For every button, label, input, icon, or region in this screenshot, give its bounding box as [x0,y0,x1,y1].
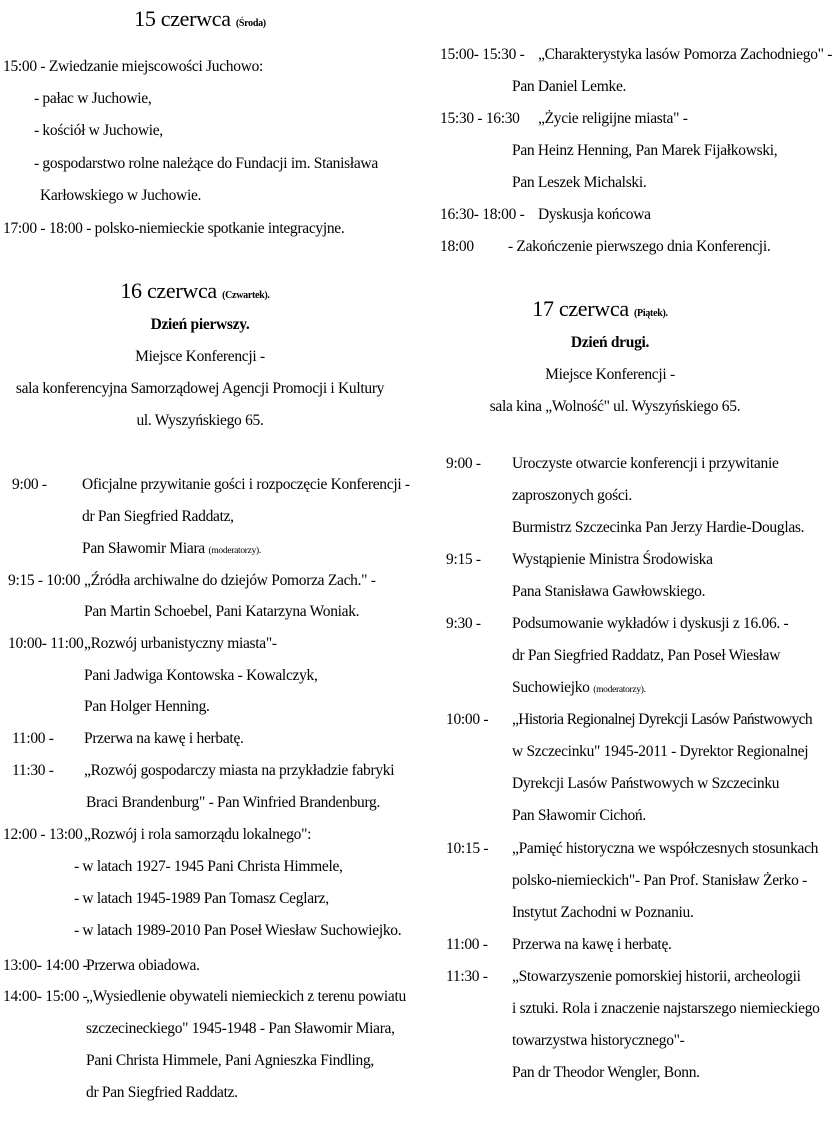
schedule-time: 9:00 - [12,476,47,493]
schedule-line: „Rozwój i rola samorządu lokalnego": [84,826,312,843]
schedule-line: towarzystwa historycznego"- [512,1032,685,1049]
schedule-line: Wystąpienie Ministra Środowiska [512,551,713,568]
schedule-time: 9:30 - [446,615,481,632]
schedule-line: „Stowarzyszenie pomorskiej historii, archeologii [512,968,801,985]
schedule-line: dr Pan Siegfried Raddatz, Pan Poseł Wiesław [512,647,781,664]
day2-place-label: Miejsce Konferencji - [135,348,265,365]
schedule-line: Pana Stanisława Gawłowskiego. [512,583,706,600]
day2-place-line: ul. Wyszyńskiego 65. [136,412,264,429]
schedule-line: „Pamięć historyczna we współczesnych stosunkach [512,840,819,857]
schedule-line: Uroczyste otwarcie konferencji i przywitanie [512,455,779,472]
day1-line: Karłowskiego w Juchowie. [40,187,202,204]
day3-place-label: Miejsce Konferencji - [545,366,675,383]
schedule-line: Pan Leszek Michalski. [512,174,647,191]
schedule-line: Pan Holger Henning. [84,698,210,715]
schedule-line: Podsumowanie wykładów i dyskusji z 16.06. - [512,615,789,632]
schedule-line: - Zakończenie pierwszego dnia Konferencji. [508,238,771,255]
schedule-time: 16:30- 18:00 - [440,206,525,223]
schedule-time: 10:00- 11:00 [8,635,84,652]
day2-heading: 16 czerwca (Czwartek). [120,278,270,303]
schedule-line: dr Pan Siegfried Raddatz. [86,1084,238,1101]
schedule-line: - w latach 1989-2010 Pan Poseł Wiesław Suchowiejko. [74,922,402,939]
schedule-line: Przerwa na kawę i herbatę. [84,730,244,747]
schedule-line: „Rozwój gospodarczy miasta na przykładzie fabryki [84,762,395,779]
schedule-time: 10:00 - [446,711,489,728]
day1-line: - pałac w Juchowie, [34,90,152,107]
schedule-line: „Charakterystyka lasów Pomorza Zachodniego" - [538,46,832,63]
schedule-time: 13:00- 14:00 - [3,957,88,974]
schedule-line: „Źródła archiwalne do dziejów Pomorza Zach." - [84,572,376,589]
schedule-line: dr Pan Siegfried Raddatz, [82,508,234,525]
schedule-line: Pani Jadwiga Kontowska - Kowalczyk, [84,667,318,684]
schedule-line: Pani Christa Himmele, Pani Agnieszka Findling, [86,1052,374,1069]
day2-subtitle: Dzień pierwszy. [150,316,250,333]
schedule-line: „Historia Regionalnej Dyrekcji Lasów Państwowych [512,711,813,728]
schedule-time: 11:00 - [12,730,54,747]
schedule-time: 11:30 - [446,968,488,985]
schedule-line: Dyrekcji Lasów Państwowych w Szczecinku [512,775,780,792]
schedule-time: 14:00- 15:00 - [3,988,88,1005]
schedule-line: Pan Sławomir Cichoń. [512,807,646,824]
schedule-line: Burmistrz Szczecinka Pan Jerzy Hardie-Douglas. [512,519,805,536]
schedule-time: 11:30 - [12,762,54,779]
schedule-line: „Wysiedlenie obywateli niemieckich z terenu powiatu [86,988,406,1005]
schedule-line: polsko-niemieckich"- Pan Prof. Stanisław Żerko - [512,872,807,889]
schedule-line: Suchowiejko (moderatorzy). [512,679,646,696]
day3-place-line: sala kina „Wolność" ul. Wyszyńskiego 65. [489,398,741,415]
schedule-line: „Rozwój urbanistyczny miasta"- [84,635,277,652]
schedule-line: szczecineckiego" 1945-1948 - Pan Sławomir Miara, [86,1020,395,1037]
schedule-time: 9:15 - 10:00 [8,572,81,589]
schedule-time: 12:00 - 13:00 [3,826,83,843]
day2-place-line: sala konferencyjna Samorządowej Agencji Promocji i Kultury [15,380,385,397]
schedule-time: 15:00- 15:30 - [440,46,525,63]
schedule-line: Pan Heinz Henning, Pan Marek Fijałkowski, [512,142,778,159]
day3-subtitle: Dzień drugi. [570,334,650,351]
schedule-line: - w latach 1927- 1945 Pani Christa Himmele, [74,858,343,875]
schedule-time: 10:15 - [446,840,489,857]
day1-line: 17:00 - 18:00 - polsko-niemieckie spotkanie integracyjne. [3,220,345,237]
schedule-line: Przerwa obiadowa. [86,957,200,974]
schedule-line: Instytut Zachodni w Poznaniu. [512,904,694,921]
schedule-time: 15:30 - 16:30 [440,110,520,127]
schedule-line: Pan Martin Schoebel, Pani Katarzyna Woniak. [84,603,360,620]
schedule-time: 9:15 - [446,551,481,568]
day1-heading: 15 czerwca (Środa) [134,6,266,31]
schedule-line: zaproszonych gości. [512,487,632,504]
day1-line: - kościół w Juchowie, [34,122,163,139]
schedule-line: w Szczecinku" 1945-2011 - Dyrektor Regionalnej [512,743,809,760]
schedule-line: Dyskusja końcowa [538,206,651,223]
day1-line: - gospodarstwo rolne należące do Fundacji im. Stanisława [34,155,378,172]
schedule-line: Pan dr Theodor Wengler, Bonn. [512,1064,700,1081]
schedule-time: 11:00 - [446,936,488,953]
schedule-line: - w latach 1945-1989 Pan Tomasz Ceglarz, [74,890,329,907]
schedule-line: i sztuki. Rola i znaczenie najstarszego niemieckiego [512,1000,820,1017]
day3-heading: 17 czerwca (Piątek). [532,296,668,321]
day1-line: 15:00 - Zwiedzanie miejscowości Juchowo: [3,58,264,75]
schedule-time: 18:00 [440,238,474,255]
schedule-time: 9:00 - [446,455,481,472]
schedule-line: Braci Brandenburg" - Pan Winfried Brandenburg. [86,794,381,811]
schedule-line: „Życie religijne miasta" - [538,110,688,127]
schedule-line: Przerwa na kawę i herbatę. [512,936,672,953]
schedule-line: Pan Sławomir Miara (moderatorzy). [82,540,261,557]
schedule-line: Pan Daniel Lemke. [512,78,627,95]
schedule-line: Oficjalne przywitanie gości i rozpoczęcie Konferencji - [82,476,410,493]
